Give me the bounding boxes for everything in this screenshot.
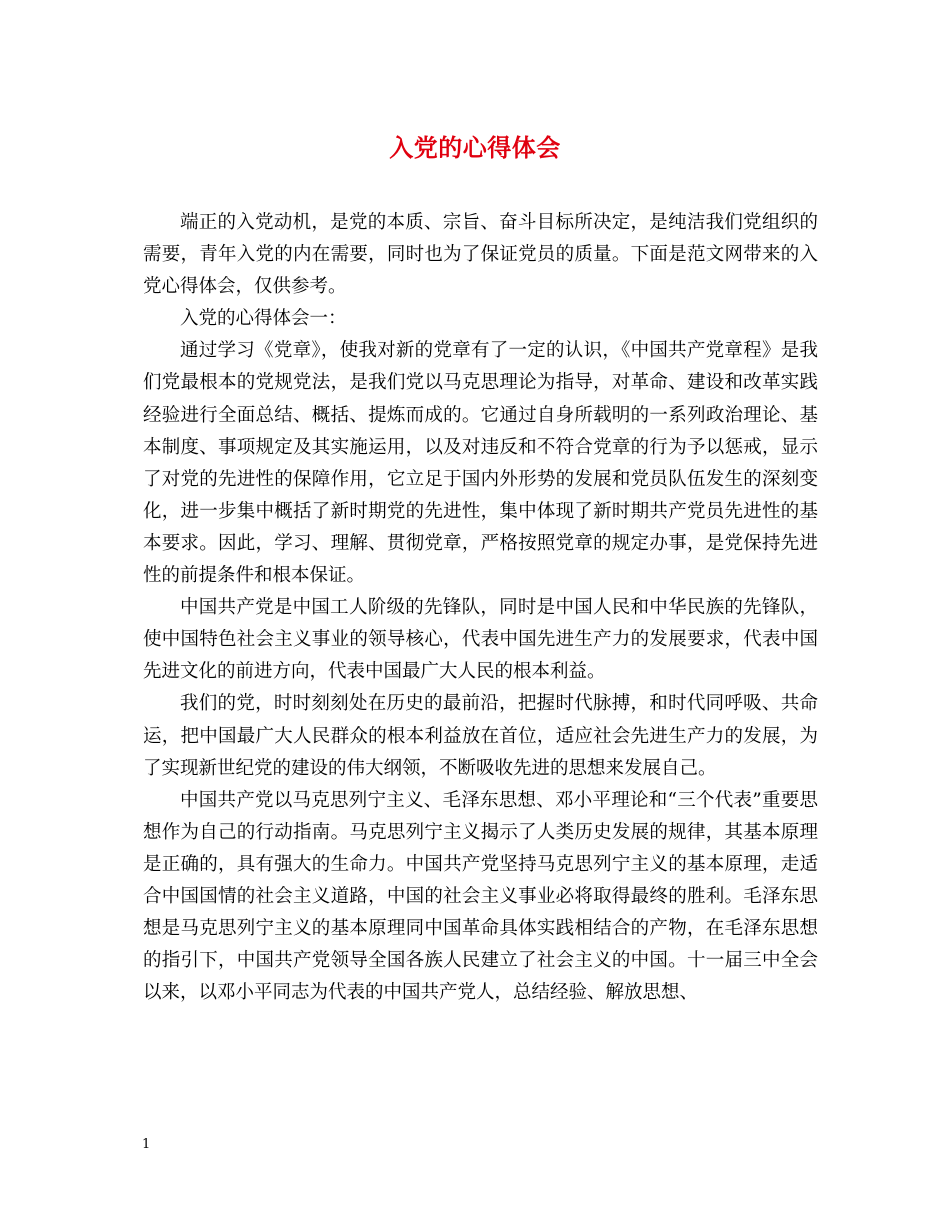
- paragraph-guiding-ideology: 中国共产党以马克思列宁主义、毛泽东思想、邓小平理论和“三个代表”重要思想作为自己的行动指南。马克思列宁主义揭示了人类历史发展的规律，其基本原理是正确的，具有强大的生命力。中国共产党坚持马克思列宁主义的基本原理，走适合中国国情的社会主义道路，中国的社会主义事业必将取得最终的胜利。毛泽东思想是马克思列宁主义的基本原理同中国革命具体实践相结合的产物，在毛泽东思想的指引下，中国共产党领导全国各族人民建立了社会主义的中国。十一届三中全会以来，以邓小平同志为代表的中国共产党人，总结经验、解放思想、: [143, 789, 818, 1004]
- paragraph-section-heading: 入党的心得体会一：: [180, 308, 347, 330]
- document-body: [143, 207, 818, 1009]
- page-number: 1: [142, 1137, 151, 1152]
- paragraph-forefront: 我们的党，时时刻刻处在历史的最前沿，把握时代脉搏，和时代同呼吸、共命运，把中国最广大人民群众的根本利益放在首位，适应社会先进生产力的发展，为了实现新世纪党的建设的伟大纲领，不断吸收先进的思想来发展自己。: [143, 693, 818, 779]
- paragraph-party-constitution: 通过学习《党章》，使我对新的党章有了一定的认识，《中国共产党章程》是我们党最根本的党规党法，是我们党以马克思理论为指导，对革命、建设和改革实践经验进行全面总结、概括、提炼而成的。它通过自身所载明的一系列政治理论、基本制度、事项规定及其实施运用，以及对违反和不符合党章的行为予以惩戒，显示了对党的先进性的保障作用，它立足于国内外形势的发展和党员队伍发生的深刻变化，进一步集中概括了新时期党的先进性，集中体现了新时期共产党员先进性的基本要求。因此，学习、理解、贯彻党章，严格按照党章的规定办事，是党保持先进性的前提条件和根本保证。: [143, 340, 818, 587]
- paragraph-vanguard: 中国共产党是中国工人阶级的先锋队，同时是中国人民和中华民族的先锋队，使中国特色社会主义事业的领导核心，代表中国先进生产力的发展要求，代表中国先进文化的前进方向，代表中国最广大人民的根本利益。: [143, 597, 818, 683]
- paragraph-intro: 端正的入党动机，是党的本质、宗旨、奋斗目标所决定，是纯洁我们党组织的需要，青年入党的内在需要，同时也为了保证党员的质量。下面是范文网带来的入党心得体会，仅供参考。: [143, 212, 818, 298]
- document-title: 入党的心得体会: [389, 133, 561, 162]
